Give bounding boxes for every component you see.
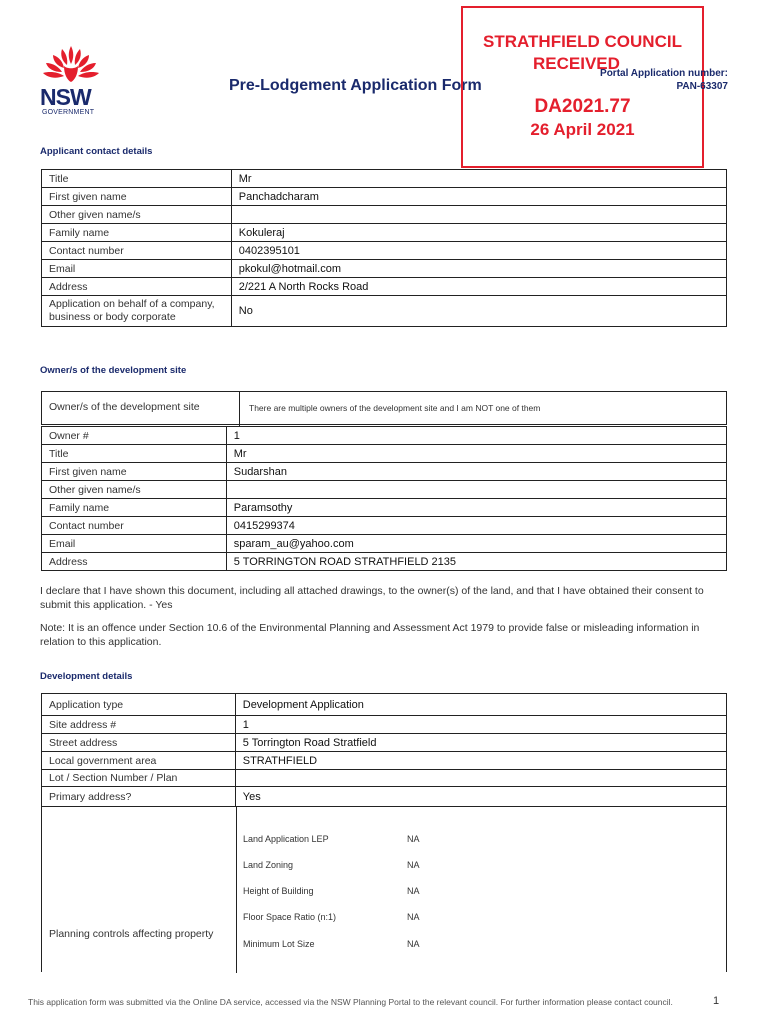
logo-text: NSW: [40, 84, 91, 110]
planning-key: Land Application LEP: [243, 834, 329, 844]
field-value: Development Application: [235, 694, 726, 716]
owners-selection-box: [41, 391, 727, 425]
table-row: [42, 734, 727, 752]
field-value: Panchadcharam: [231, 188, 726, 206]
field-value: [235, 770, 726, 787]
waratah-flower-icon: [38, 44, 104, 86]
table-row: [42, 481, 727, 499]
field-value: Mr: [231, 170, 726, 188]
planning-row: [243, 886, 420, 896]
owners-section-title: Owner/s of the development site: [40, 365, 187, 376]
field-label: First given name: [42, 188, 232, 206]
field-value: STRATHFIELD: [235, 752, 726, 770]
planning-value: NA: [407, 860, 420, 870]
field-label: Title: [42, 445, 227, 463]
field-value: Paramsothy: [226, 499, 726, 517]
divider: [239, 392, 240, 426]
owners-box-value: There are multiple owners of the development site and I am NOT one of them: [249, 403, 541, 413]
field-value: 0415299374: [226, 517, 726, 535]
nsw-government-logo: [38, 44, 104, 118]
field-label: Address: [42, 553, 227, 571]
field-label: Family name: [42, 224, 232, 242]
owners-box-label: Owner/s of the development site: [49, 401, 200, 413]
field-label: Contact number: [42, 242, 232, 260]
table-row: [42, 206, 727, 224]
table-row: [42, 553, 727, 571]
table-row: [42, 694, 727, 716]
table-row: [42, 188, 727, 206]
field-label: Site address #: [42, 716, 236, 734]
planning-controls-label: Planning controls affecting property: [49, 928, 214, 940]
offence-note: Note: It is an offence under Section 10.6 of the Environmental Planning and Assessment Act 1979 to provide false or misleading information in relation to this application.: [40, 622, 700, 648]
stamp-date: 26 April 2021: [530, 120, 635, 139]
field-value: 5 TORRINGTON ROAD STRATHFIELD 2135: [226, 553, 726, 571]
field-value: 2/221 A North Rocks Road: [231, 278, 726, 296]
applicant-section-title: Applicant contact details: [40, 146, 153, 157]
portal-number: PAN-63307: [676, 81, 728, 92]
table-row: [42, 296, 727, 327]
table-row: [42, 535, 727, 553]
field-label: Other given name/s: [42, 206, 232, 224]
consent-declaration: I declare that I have shown this document, including all attached drawings, to the owner(s) of the land, and that I have obtained their consent to submit this application. - Yes: [40, 585, 704, 611]
divider: [236, 807, 237, 973]
field-label: First given name: [42, 463, 227, 481]
planning-row: [243, 860, 420, 870]
field-value: pkokul@hotmail.com: [231, 260, 726, 278]
form-title: Pre-Lodgement Application Form: [229, 77, 482, 94]
field-value: Kokuleraj: [231, 224, 726, 242]
owner-table: [41, 426, 727, 571]
logo-subtext: GOVERNMENT: [42, 109, 95, 116]
field-label: Local government area: [42, 752, 236, 770]
table-row: [42, 787, 727, 807]
table-row: [42, 463, 727, 481]
stamp-council: STRATHFIELD COUNCIL: [483, 32, 682, 51]
table-row: [42, 260, 727, 278]
table-row: [42, 278, 727, 296]
table-row: [42, 445, 727, 463]
planning-row: [243, 939, 420, 949]
page-number: 1: [713, 995, 720, 1007]
table-row: [42, 770, 727, 787]
field-value: [231, 206, 726, 224]
field-value: Yes: [235, 787, 726, 807]
field-value: sparam_au@yahoo.com: [226, 535, 726, 553]
planning-key: Land Zoning: [243, 860, 294, 870]
table-row: [42, 242, 727, 260]
portal-label: Portal Application number:: [600, 68, 728, 79]
stamp-received: RECEIVED: [533, 54, 620, 73]
development-table: [41, 693, 727, 807]
field-label: Primary address?: [42, 787, 236, 807]
planning-row: [243, 912, 420, 922]
field-label: Contact number: [42, 517, 227, 535]
field-value: Sudarshan: [226, 463, 726, 481]
applicant-table: [41, 169, 727, 327]
table-row: [42, 752, 727, 770]
field-label: Lot / Section Number / Plan: [42, 770, 236, 787]
field-label: Address: [42, 278, 232, 296]
table-row: [42, 170, 727, 188]
field-label: Email: [42, 535, 227, 553]
field-label: Email: [42, 260, 232, 278]
table-row: [42, 517, 727, 535]
field-value: 1: [235, 716, 726, 734]
planning-key: Height of Building: [243, 886, 314, 896]
field-value: 5 Torrington Road Stratfield: [235, 734, 726, 752]
field-label: Family name: [42, 499, 227, 517]
page-footer: This application form was submitted via the Online DA service, accessed via the NSW Planning Portal to the relevant council. For further information please contact council.: [28, 997, 673, 1007]
field-label: Other given name/s: [42, 481, 227, 499]
planning-value: NA: [407, 834, 420, 844]
field-value: 0402395101: [231, 242, 726, 260]
field-value: [226, 481, 726, 499]
table-row: [42, 224, 727, 242]
planning-key: Floor Space Ratio (n:1): [243, 912, 337, 922]
table-row: [42, 427, 727, 445]
development-section-title: Development details: [40, 671, 133, 682]
field-label: Application type: [42, 694, 236, 716]
planning-controls-section: [41, 806, 727, 972]
field-value: Mr: [226, 445, 726, 463]
planning-row: [243, 834, 420, 844]
portal-application-number: [600, 67, 728, 93]
stamp-da-number: DA2021.77: [534, 96, 631, 117]
field-value: 1: [226, 427, 726, 445]
field-label: Title: [42, 170, 232, 188]
planning-value: NA: [407, 912, 420, 922]
table-row: [42, 499, 727, 517]
planning-value: NA: [407, 886, 420, 896]
table-row: [42, 716, 727, 734]
field-value: No: [231, 296, 726, 327]
field-label: Owner #: [42, 427, 227, 445]
planning-key: Minimum Lot Size: [243, 939, 315, 949]
planning-value: NA: [407, 939, 420, 949]
field-label: Street address: [42, 734, 236, 752]
field-label: Application on behalf of a company, business or body corporate: [42, 296, 232, 327]
